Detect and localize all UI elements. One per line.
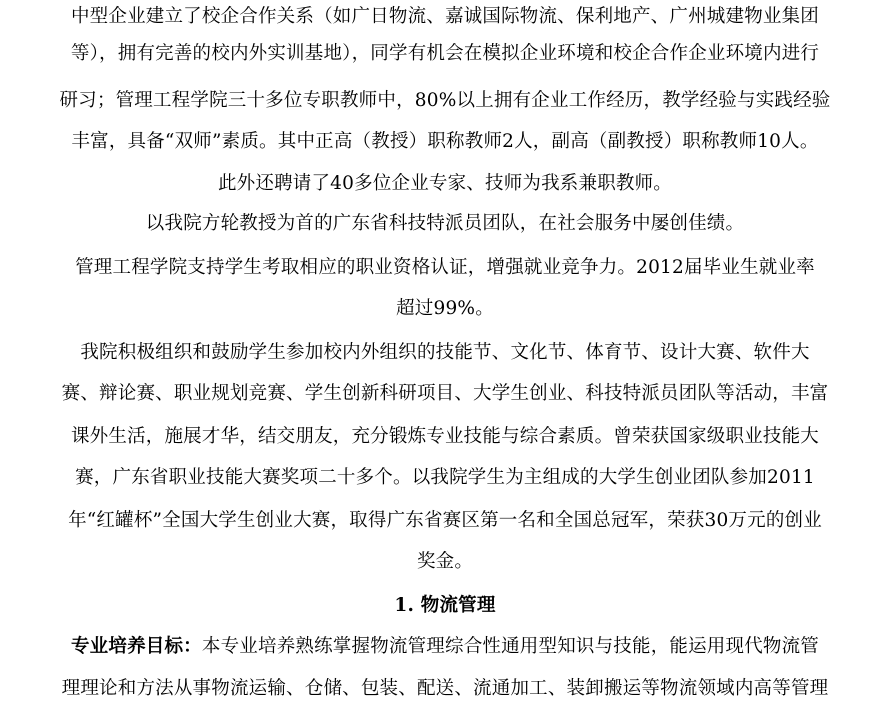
paragraph-line: 以我院方轮教授为首的广东省科技特派员团队，在社会服务中屡创佳绩。 (145, 213, 745, 234)
paragraph-line: 赛，广东省职业技能大赛奖项二十多个。以我院学生为主组成的大学生创业团队参加2011 (75, 467, 815, 488)
paragraph-line: 丰富，具备“双师”素质。其中正高（教授）职称教师2人，副高（副教授）职称教师10人。 (71, 131, 819, 152)
paragraph-line: 奖金。 (416, 551, 474, 572)
paragraph-line: 研习；管理工程学院三十多位专职教师中，80%以上拥有企业工作经历，教学经验与实践经验 (59, 90, 831, 111)
goal-label: 专业培养目标： (70, 636, 202, 657)
paragraph-line: 我院积极组织和鼓励学生参加校内外组织的技能节、文化节、体育节、设计大赛、软件大 (80, 342, 810, 363)
paragraph-line: 管理工程学院支持学生考取相应的职业资格认证，增强就业竞争力。2012届毕业生就业率 (75, 257, 815, 278)
goal-line (0, 634, 890, 660)
paragraph-line: 等），拥有完善的校内外实训基地），同学有机会在模拟企业环境和校企合作企业环境内进行 (70, 43, 820, 64)
goal-text: 本专业培养熟练掌握物流管理综合性通用型知识与技能，能运用现代物流管 (201, 636, 819, 657)
section-heading: 1. 物流管理 (394, 595, 496, 616)
paragraph-line: 此外还聘请了40多位企业专家、技师为我系兼职教师。 (217, 173, 673, 194)
paragraph-line: 超过99%。 (396, 298, 494, 319)
goal-line-2: 理理论和方法从事物流运输、仓储、包装、配送、流通加工、装卸搬运等物流领域内高等管理 (61, 678, 829, 699)
paragraph-line: 课外生活，施展才华，结交朋友，充分锻炼专业技能与综合素质。曾荣获国家级职业技能大 (70, 426, 819, 447)
paragraph-line: 年“红罐杯”全国大学生创业大赛，取得广东省赛区第一名和全国总冠军，荣获30万元的创业 (68, 510, 822, 531)
paragraph-line: 赛、辩论赛、职业规划竞赛、学生创新科研项目、大学生创业、科技特派员团队等活动，丰富 (61, 383, 829, 404)
paragraph-line: 中型企业建立了校企合作关系（如广日物流、嘉诚国际物流、保利地产、广州城建物业集团 (70, 6, 819, 27)
